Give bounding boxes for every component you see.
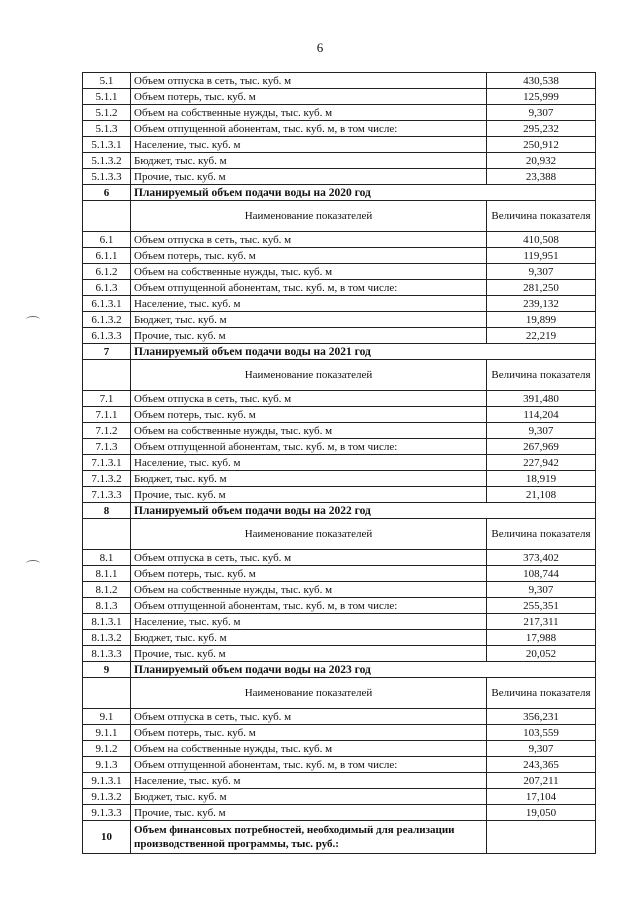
- column-header-row: [83, 678, 596, 709]
- section-number: 7: [83, 344, 131, 360]
- row-number: 6.1.3.1: [83, 296, 131, 312]
- row-value: 114,204: [487, 407, 596, 423]
- row-label: Объем отпуска в сеть, тыс. куб. м: [131, 391, 487, 407]
- header-empty-cell: [83, 201, 131, 232]
- row-number: 5.1.3.1: [83, 137, 131, 153]
- table-row: [83, 169, 596, 185]
- row-value: 373,402: [487, 550, 596, 566]
- row-value: 391,480: [487, 391, 596, 407]
- row-label: Прочие, тыс. куб. м: [131, 646, 487, 662]
- table-row: [83, 137, 596, 153]
- table-row: [83, 614, 596, 630]
- row-value: 17,988: [487, 630, 596, 646]
- row-label: Население, тыс. куб. м: [131, 773, 487, 789]
- row-number: 5.1.3.3: [83, 169, 131, 185]
- row-label: Прочие, тыс. куб. м: [131, 328, 487, 344]
- row-value: 207,211: [487, 773, 596, 789]
- row-value: 295,232: [487, 121, 596, 137]
- row-number: 9.1.3.1: [83, 773, 131, 789]
- table-body: [83, 73, 596, 854]
- column-header-row: [83, 519, 596, 550]
- row-label: Объем на собственные нужды, тыс. куб. м: [131, 264, 487, 280]
- table-row: [83, 280, 596, 296]
- row-value: 239,132: [487, 296, 596, 312]
- row-value: 243,365: [487, 757, 596, 773]
- row-number: 6.1.3.3: [83, 328, 131, 344]
- row-number: 5.1.3.2: [83, 153, 131, 169]
- row-label: Объем на собственные нужды, тыс. куб. м: [131, 423, 487, 439]
- row-label: Объем отпуска в сеть, тыс. куб. м: [131, 232, 487, 248]
- row-label: Бюджет, тыс. куб. м: [131, 471, 487, 487]
- final-row-label: Объем финансовых потребностей, необходимый для реализации производственной программы, тыс. руб.:: [131, 821, 487, 854]
- row-number: 5.1: [83, 73, 131, 89]
- row-label: Население, тыс. куб. м: [131, 614, 487, 630]
- row-number: 7.1.3: [83, 439, 131, 455]
- table-row: [83, 630, 596, 646]
- section-title: Планируемый объем подачи воды на 2020 год: [131, 185, 596, 201]
- row-value: 9,307: [487, 423, 596, 439]
- table-row: [83, 646, 596, 662]
- row-label: Бюджет, тыс. куб. м: [131, 630, 487, 646]
- table-row: [83, 566, 596, 582]
- row-label: Объем потерь, тыс. куб. м: [131, 89, 487, 105]
- final-row-value: [487, 821, 596, 854]
- margin-mark: [26, 316, 40, 323]
- section-number: 9: [83, 662, 131, 678]
- header-name: Наименование показателей: [131, 519, 487, 550]
- row-number: 5.1.2: [83, 105, 131, 121]
- row-number: 6.1: [83, 232, 131, 248]
- row-value: 9,307: [487, 264, 596, 280]
- row-value: 17,104: [487, 789, 596, 805]
- table-row: [83, 550, 596, 566]
- row-number: 9.1.3: [83, 757, 131, 773]
- header-empty-cell: [83, 360, 131, 391]
- row-number: 8.1.3.1: [83, 614, 131, 630]
- row-number: 8.1.1: [83, 566, 131, 582]
- row-value: 103,559: [487, 725, 596, 741]
- row-label: Объем отпущенной абонентам, тыс. куб. м, в том числе:: [131, 439, 487, 455]
- section-title-row: [83, 662, 596, 678]
- header-value: Величина показателя: [487, 519, 596, 550]
- row-number: 7.1.3.2: [83, 471, 131, 487]
- row-value: 108,744: [487, 566, 596, 582]
- header-name: Наименование показателей: [131, 201, 487, 232]
- header-empty-cell: [83, 519, 131, 550]
- table-row: [83, 805, 596, 821]
- row-value: 19,050: [487, 805, 596, 821]
- header-name: Наименование показателей: [131, 360, 487, 391]
- column-header-row: [83, 201, 596, 232]
- row-label: Объем потерь, тыс. куб. м: [131, 725, 487, 741]
- row-value: 410,508: [487, 232, 596, 248]
- row-number: 8.1.3: [83, 598, 131, 614]
- table-row: [83, 312, 596, 328]
- row-value: 21,108: [487, 487, 596, 503]
- section-title: Планируемый объем подачи воды на 2021 год: [131, 344, 596, 360]
- header-value: Величина показателя: [487, 201, 596, 232]
- row-value: 255,351: [487, 598, 596, 614]
- table-row: [83, 598, 596, 614]
- section-title-row: [83, 503, 596, 519]
- header-value: Величина показателя: [487, 360, 596, 391]
- production-program-table: [82, 72, 596, 854]
- table-row: [83, 89, 596, 105]
- row-number: 6.1.1: [83, 248, 131, 264]
- table-row: [83, 725, 596, 741]
- table-row: [83, 153, 596, 169]
- row-label: Население, тыс. куб. м: [131, 296, 487, 312]
- row-label: Объем отпуска в сеть, тыс. куб. м: [131, 709, 487, 725]
- column-header-row: [83, 360, 596, 391]
- row-value: 9,307: [487, 582, 596, 598]
- table-row: [83, 582, 596, 598]
- table-row: [83, 757, 596, 773]
- row-number: 9.1: [83, 709, 131, 725]
- row-label: Прочие, тыс. куб. м: [131, 169, 487, 185]
- row-number: 6.1.3: [83, 280, 131, 296]
- section-title: Планируемый объем подачи воды на 2022 год: [131, 503, 596, 519]
- table-row: [83, 121, 596, 137]
- table-row: [83, 471, 596, 487]
- header-name: Наименование показателей: [131, 678, 487, 709]
- row-number: 5.1.1: [83, 89, 131, 105]
- table-row: [83, 455, 596, 471]
- row-number: 9.1.3.2: [83, 789, 131, 805]
- row-label: Бюджет, тыс. куб. м: [131, 153, 487, 169]
- row-number: 8.1.3.3: [83, 646, 131, 662]
- table-row: [83, 296, 596, 312]
- section-number: 8: [83, 503, 131, 519]
- row-label: Объем отпущенной абонентам, тыс. куб. м, в том числе:: [131, 280, 487, 296]
- row-number: 9.1.2: [83, 741, 131, 757]
- page-number: 6: [316, 40, 324, 55]
- row-number: 7.1: [83, 391, 131, 407]
- table-row: [83, 789, 596, 805]
- row-value: 125,999: [487, 89, 596, 105]
- row-label: Объем на собственные нужды, тыс. куб. м: [131, 105, 487, 121]
- row-value: 19,899: [487, 312, 596, 328]
- row-value: 119,951: [487, 248, 596, 264]
- row-label: Прочие, тыс. куб. м: [131, 805, 487, 821]
- table-row: [83, 248, 596, 264]
- row-value: 18,919: [487, 471, 596, 487]
- row-number: 6.1.2: [83, 264, 131, 280]
- table-row: [83, 741, 596, 757]
- table-row: [83, 773, 596, 789]
- section-title-row: [83, 185, 596, 201]
- row-number: 8.1: [83, 550, 131, 566]
- row-number: 9.1.3.3: [83, 805, 131, 821]
- row-number: 5.1.3: [83, 121, 131, 137]
- table-row: [83, 439, 596, 455]
- header-value: Величина показателя: [487, 678, 596, 709]
- row-label: Объем потерь, тыс. куб. м: [131, 407, 487, 423]
- row-value: 250,912: [487, 137, 596, 153]
- row-label: Объем отпущенной абонентам, тыс. куб. м, в том числе:: [131, 121, 487, 137]
- table-row: [83, 328, 596, 344]
- row-value: 217,311: [487, 614, 596, 630]
- row-label: Объем отпущенной абонентам, тыс. куб. м, в том числе:: [131, 757, 487, 773]
- margin-mark: [26, 560, 40, 567]
- row-number: 6.1.3.2: [83, 312, 131, 328]
- row-number: 8.1.2: [83, 582, 131, 598]
- row-label: Объем на собственные нужды, тыс. куб. м: [131, 741, 487, 757]
- row-label: Объем отпуска в сеть, тыс. куб. м: [131, 550, 487, 566]
- row-number: 7.1.3.3: [83, 487, 131, 503]
- row-number: 7.1.1: [83, 407, 131, 423]
- row-value: 20,052: [487, 646, 596, 662]
- row-label: Население, тыс. куб. м: [131, 137, 487, 153]
- table-row: [83, 709, 596, 725]
- row-number: 7.1.2: [83, 423, 131, 439]
- table-row: [83, 423, 596, 439]
- row-value: 9,307: [487, 105, 596, 121]
- row-label: Объем на собственные нужды, тыс. куб. м: [131, 582, 487, 598]
- row-number: 9.1.1: [83, 725, 131, 741]
- table-row: [83, 73, 596, 89]
- row-value: 430,538: [487, 73, 596, 89]
- section-number: 6: [83, 185, 131, 201]
- row-label: Объем потерь, тыс. куб. м: [131, 248, 487, 264]
- row-value: 356,231: [487, 709, 596, 725]
- table-row: [83, 232, 596, 248]
- row-value: 281,250: [487, 280, 596, 296]
- section-title: Планируемый объем подачи воды на 2023 год: [131, 662, 596, 678]
- table-row: [83, 264, 596, 280]
- row-value: 9,307: [487, 741, 596, 757]
- final-row: [83, 821, 596, 854]
- final-row-number: 10: [83, 821, 131, 854]
- row-value: 267,969: [487, 439, 596, 455]
- row-label: Бюджет, тыс. куб. м: [131, 312, 487, 328]
- row-label: Объем отпущенной абонентам, тыс. куб. м, в том числе:: [131, 598, 487, 614]
- row-value: 22,219: [487, 328, 596, 344]
- row-label: Объем потерь, тыс. куб. м: [131, 566, 487, 582]
- table-row: [83, 391, 596, 407]
- row-value: 20,932: [487, 153, 596, 169]
- row-label: Бюджет, тыс. куб. м: [131, 789, 487, 805]
- row-number: 7.1.3.1: [83, 455, 131, 471]
- table-row: [83, 407, 596, 423]
- row-number: 8.1.3.2: [83, 630, 131, 646]
- row-value: 23,388: [487, 169, 596, 185]
- row-label: Прочие, тыс. куб. м: [131, 487, 487, 503]
- section-title-row: [83, 344, 596, 360]
- table-row: [83, 105, 596, 121]
- row-value: 227,942: [487, 455, 596, 471]
- header-empty-cell: [83, 678, 131, 709]
- row-label: Объем отпуска в сеть, тыс. куб. м: [131, 73, 487, 89]
- table-row: [83, 487, 596, 503]
- row-label: Население, тыс. куб. м: [131, 455, 487, 471]
